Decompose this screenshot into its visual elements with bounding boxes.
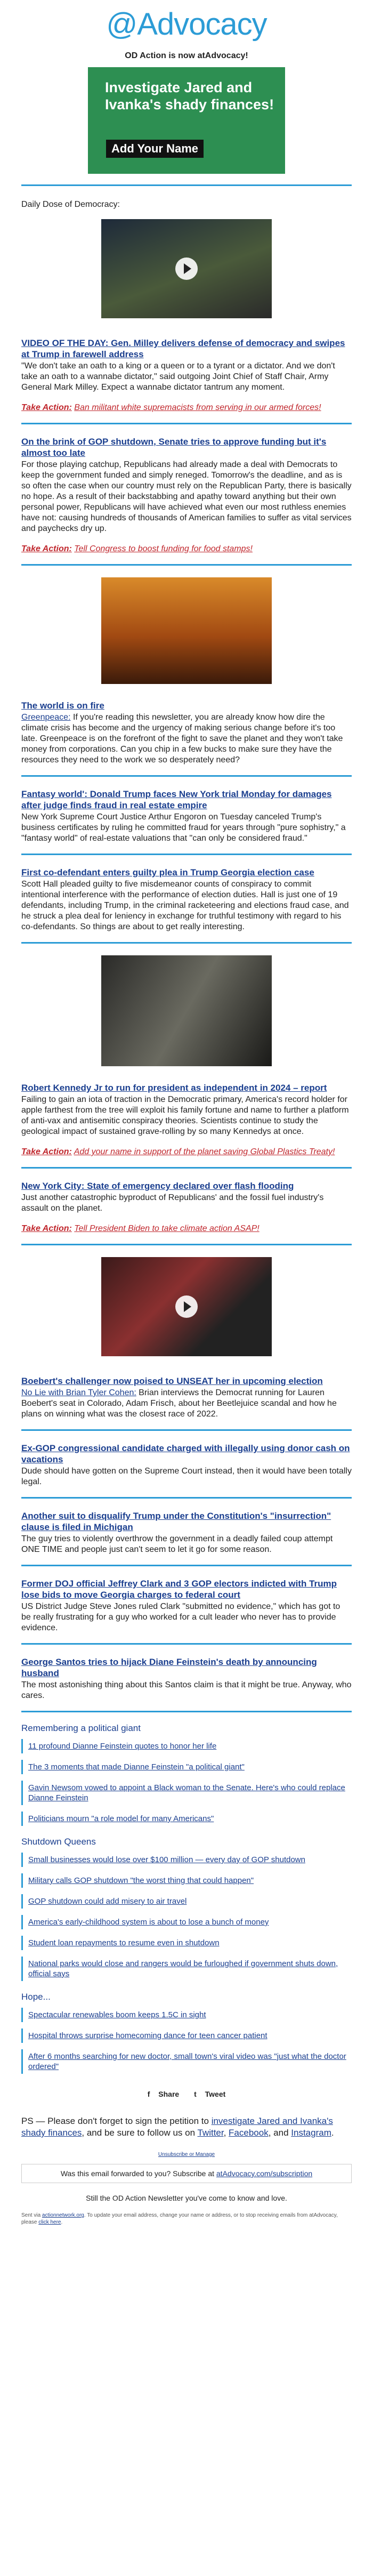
list-item[interactable]: The 3 moments that made Dianne Feinstein "a political giant" bbox=[21, 1760, 352, 1774]
story bbox=[21, 944, 352, 1169]
story-body: Scott Hall pleaded guilty to five misdemeanor counts of conspiracy to commit intentional interference with the performance of election duties. Hall is just one of 19 defendants, including Trump, in the criminal racketeering and elections fraud case, and he struck a plea deal for leniency in exchange for truthful testimony with regard to his co-defendants. So things are about to get really interesting. bbox=[21, 880, 349, 931]
instagram-link[interactable]: Instagram bbox=[291, 2128, 331, 2138]
story-title-link[interactable]: First co-defendant enters guilty plea in Trump Georgia election case bbox=[21, 867, 314, 878]
story bbox=[21, 1499, 352, 1566]
take-action: Take Action: Tell President Biden to take climate action ASAP! bbox=[21, 1224, 260, 1233]
story-title-link[interactable]: The world is on fire bbox=[21, 701, 104, 711]
take-action: Take Action: Add your name in support of the planet saving Global Plastics Treaty! bbox=[21, 1147, 335, 1156]
story-title-link[interactable]: On the brink of GOP shutdown, Senate tries to approve funding but it's almost too late bbox=[21, 437, 327, 458]
tweet-button[interactable]: t Tweet bbox=[194, 2090, 226, 2098]
story bbox=[21, 855, 352, 944]
story-body: "We don't take an oath to a king or a queen or to a tyrant or a dictator. And we don't take an oath to a wannabe dictator," said outgoing Joint Chief of Staff Chair, Army General Mark Milley. Expect a wannabe dictator tantrum any moment. bbox=[21, 361, 335, 392]
story-body: For those playing catchup, Republicans had already made a deal with Democrats to keep the government funded and simply reneged. Tomorrow's the deadline, and as is so often the case when our country must rely on the Republican Party, there is basically no hope. As a result of their backstabbing and apathy toward anything but their own personal power, Republicans will have achieved what even our most ruthless enemies have not: causing hundreds of thousands of American families to suffer as vital services and paychecks dry up. bbox=[21, 460, 352, 533]
postscript: PS — Please don't forget to sign the petition to investigate Jared and Ivanka's shady finances, and be sure to follow us on Twitter, Facebook, and Instagram. bbox=[21, 2116, 334, 2138]
story-title-link[interactable]: Former DOJ official Jeffrey Clark and 3 GOP electors indicted with Trump lose bids to move Georgia charges to federal court bbox=[21, 1579, 337, 1600]
divider bbox=[21, 184, 352, 186]
email-container bbox=[21, 0, 352, 2226]
story-body: Just another catastrophic byproduct of Republicans' and the fossil fuel industry's assault on the planet. bbox=[21, 1193, 324, 1213]
list-heading: Hope... bbox=[21, 1992, 51, 2002]
list-item[interactable]: Hospital throws surprise homecoming dance for teen cancer patient bbox=[21, 2028, 352, 2043]
twitter-icon: t bbox=[194, 2090, 197, 2098]
story-body: The guy tries to violently overthrow the government in a deadly failed coup attempt ONE TIME and people just can't seem to let it go for some reason. bbox=[21, 1534, 333, 1554]
share-button[interactable]: f Share bbox=[147, 2090, 180, 2098]
story bbox=[21, 1645, 352, 1712]
kennedy-photo[interactable] bbox=[101, 955, 272, 1066]
unsubscribe-link[interactable]: Unsubscribe or Manage bbox=[158, 2152, 215, 2158]
banner-note: OD Action is now atAdvocacy! bbox=[125, 51, 248, 60]
twitter-link[interactable]: Twitter bbox=[197, 2128, 224, 2138]
list-heading: Remembering a political giant bbox=[21, 1723, 141, 1733]
story-title-link[interactable]: Fantasy world': Donald Trump faces New York trial Monday for damages after judge finds fraud in real estate empire bbox=[21, 789, 332, 810]
list-item[interactable]: 11 profound Dianne Feinstein quotes to honor her life bbox=[21, 1739, 352, 1753]
story bbox=[21, 1169, 352, 1245]
list-item[interactable]: GOP shutdown could add misery to air travel bbox=[21, 1894, 352, 1909]
story-body: No Lie with Brian Tyler Cohen: Brian interviews the Democrat running for Lauren Boebert's seat in Colorado, Adam Frisch, about her Beetlejuice scandal and how he plans on winning what was the closest race of 2022. bbox=[21, 1388, 337, 1419]
list-item[interactable]: America's early-childhood system is about to lose a bunch of money bbox=[21, 1915, 352, 1929]
add-your-name-button[interactable]: Add Your Name bbox=[106, 140, 204, 158]
story-title-link[interactable]: Another suit to disqualify Trump under the Constitution's "insurrection" clause is filed in Michigan bbox=[21, 1511, 331, 1532]
story-body: Greenpeace: If you're reading this newsletter, you are already know how dire the climate crisis has become and the urgency of making serious change before it's too late. Greenpeace is on the forefront of the fight to save the planet and they won't take money from corporations. Can you chip in a few bucks to make sure they have the resources they need to the work we so desperately need? bbox=[21, 713, 343, 764]
story-title-link[interactable]: New York City: State of emergency declared over flash flooding bbox=[21, 1181, 294, 1191]
list-item[interactable]: National parks would close and rangers would be furloughed if government shuts down, official says bbox=[21, 1957, 352, 1981]
story-body: Failing to gain an iota of traction in the Democratic primary, America's record holder for apple farthest from the tree will exploit his family fortune and name to further a platform of anti-vax and antisemitic conspiracy theories. Scientists continue to study the geological impact of sustained grave-rolling by so many Kennedys at once. bbox=[21, 1095, 349, 1136]
logo-text: @Advocacy bbox=[106, 7, 267, 42]
list-item[interactable]: After 6 months searching for new doctor, small town's viral video was "just what the doctor ordered" bbox=[21, 2049, 352, 2074]
take-action-link[interactable]: Tell President Biden to take climate action ASAP! bbox=[74, 1224, 260, 1233]
story bbox=[21, 1431, 352, 1499]
manage-link[interactable]: click here bbox=[38, 2219, 61, 2225]
story-title-link[interactable]: Boebert's challenger now poised to UNSEAT her in upcoming election bbox=[21, 1376, 323, 1386]
promo-headline: Investigate Jared and Ivanka's shady finances! bbox=[105, 79, 274, 112]
facebook-icon: f bbox=[147, 2090, 150, 2098]
list-item[interactable]: Gavin Newsom vowed to appoint a Black woman to the Senate. Here's who could replace Dianne Feinstein bbox=[21, 1781, 352, 1805]
petition-link[interactable]: investigate Jared and Ivanka's shady finances bbox=[21, 2116, 333, 2138]
story-title-link[interactable]: Ex-GOP congressional candidate charged with illegally using donor cash on vacations bbox=[21, 1443, 350, 1464]
unsubscribe bbox=[21, 2152, 352, 2158]
tagline: Still the OD Action Newsletter you've come to know and love. bbox=[86, 2194, 287, 2202]
story bbox=[21, 424, 352, 566]
take-action-link[interactable]: Ban militant white supremacists from serving in our armed forces! bbox=[74, 403, 321, 412]
actionnetwork-link[interactable]: actionnetwork.org bbox=[42, 2212, 84, 2218]
story bbox=[21, 1245, 352, 1431]
story-body: New York Supreme Court Justice Arthur Engoron on Tuesday canceled Trump's business certificates by ruling he committed fraud for years through "pure sophistry," a "fantasy world" of real-estate valuations that "can only be considered fraud." bbox=[21, 812, 346, 843]
story bbox=[21, 210, 352, 424]
story-title-link[interactable]: Robert Kennedy Jr to run for president as independent in 2024 – report bbox=[21, 1083, 327, 1093]
video-thumbnail[interactable] bbox=[101, 219, 272, 318]
brand-logo[interactable] bbox=[21, 0, 352, 46]
wildfire-image[interactable] bbox=[101, 577, 272, 684]
story bbox=[21, 566, 352, 777]
take-action-link[interactable]: Add your name in support of the planet saving Global Plastics Treaty! bbox=[74, 1147, 335, 1156]
link-list bbox=[21, 1837, 352, 1981]
legal-footer: Sent via actionnetwork.org. To update your email address, change your name or address, or to stop receiving emails from atAdvocacy, please click here. bbox=[21, 2212, 338, 2225]
take-action: Take Action: Ban militant white supremacists from serving in our armed forces! bbox=[21, 403, 321, 412]
share-bar bbox=[21, 2090, 352, 2098]
play-icon[interactable] bbox=[175, 1295, 198, 1318]
story bbox=[21, 777, 352, 855]
play-icon[interactable] bbox=[175, 257, 198, 280]
video-thumbnail[interactable] bbox=[101, 1257, 272, 1356]
list-item[interactable]: Student loan repayments to resume even in shutdown bbox=[21, 1936, 352, 1950]
link-list bbox=[21, 1723, 352, 1826]
petition-promo-banner[interactable] bbox=[88, 67, 285, 174]
story-title-link[interactable]: George Santos tries to hijack Diane Feinstein's death by announcing husband bbox=[21, 1657, 317, 1678]
take-action-link[interactable]: Tell Congress to boost funding for food stamps! bbox=[74, 544, 253, 553]
story-body: US District Judge Steve Jones ruled Clark "submitted no evidence," which has got to be really frustrating for a guy who worked for a cult leader who never has to provide evidence. bbox=[21, 1602, 340, 1632]
story-title-link[interactable]: VIDEO OF THE DAY: Gen. Milley delivers defense of democracy and swipes at Trump in farewell address bbox=[21, 338, 345, 359]
list-item[interactable]: Politicians mourn "a role model for many Americans" bbox=[21, 1812, 352, 1826]
forward-box: Was this email forwarded to you? Subscribe at atAdvocacy.com/subscription bbox=[21, 2164, 352, 2183]
story bbox=[21, 1566, 352, 1645]
list-item[interactable]: Military calls GOP shutdown "the worst thing that could happen" bbox=[21, 1873, 352, 1888]
subscribe-link[interactable]: atAdvocacy.com/subscription bbox=[216, 2169, 313, 2178]
list-item[interactable]: Small businesses would lose over $100 million — every day of GOP shutdown bbox=[21, 1853, 352, 1867]
story-body: Dude should have gotten on the Supreme Court instead, then it would have been totally legal. bbox=[21, 1467, 352, 1486]
intro-heading: Daily Dose of Democracy: bbox=[21, 200, 120, 209]
list-item[interactable]: Spectacular renewables boom keeps 1.5C in sight bbox=[21, 2008, 352, 2022]
facebook-link[interactable]: Facebook bbox=[229, 2128, 269, 2138]
story-body: The most astonishing thing about this Santos claim is that it might be true. Anyway, who cares. bbox=[21, 1680, 352, 1700]
link-list bbox=[21, 1992, 352, 2074]
take-action: Take Action: Tell Congress to boost funding for food stamps! bbox=[21, 544, 253, 553]
list-heading: Shutdown Queens bbox=[21, 1837, 96, 1847]
